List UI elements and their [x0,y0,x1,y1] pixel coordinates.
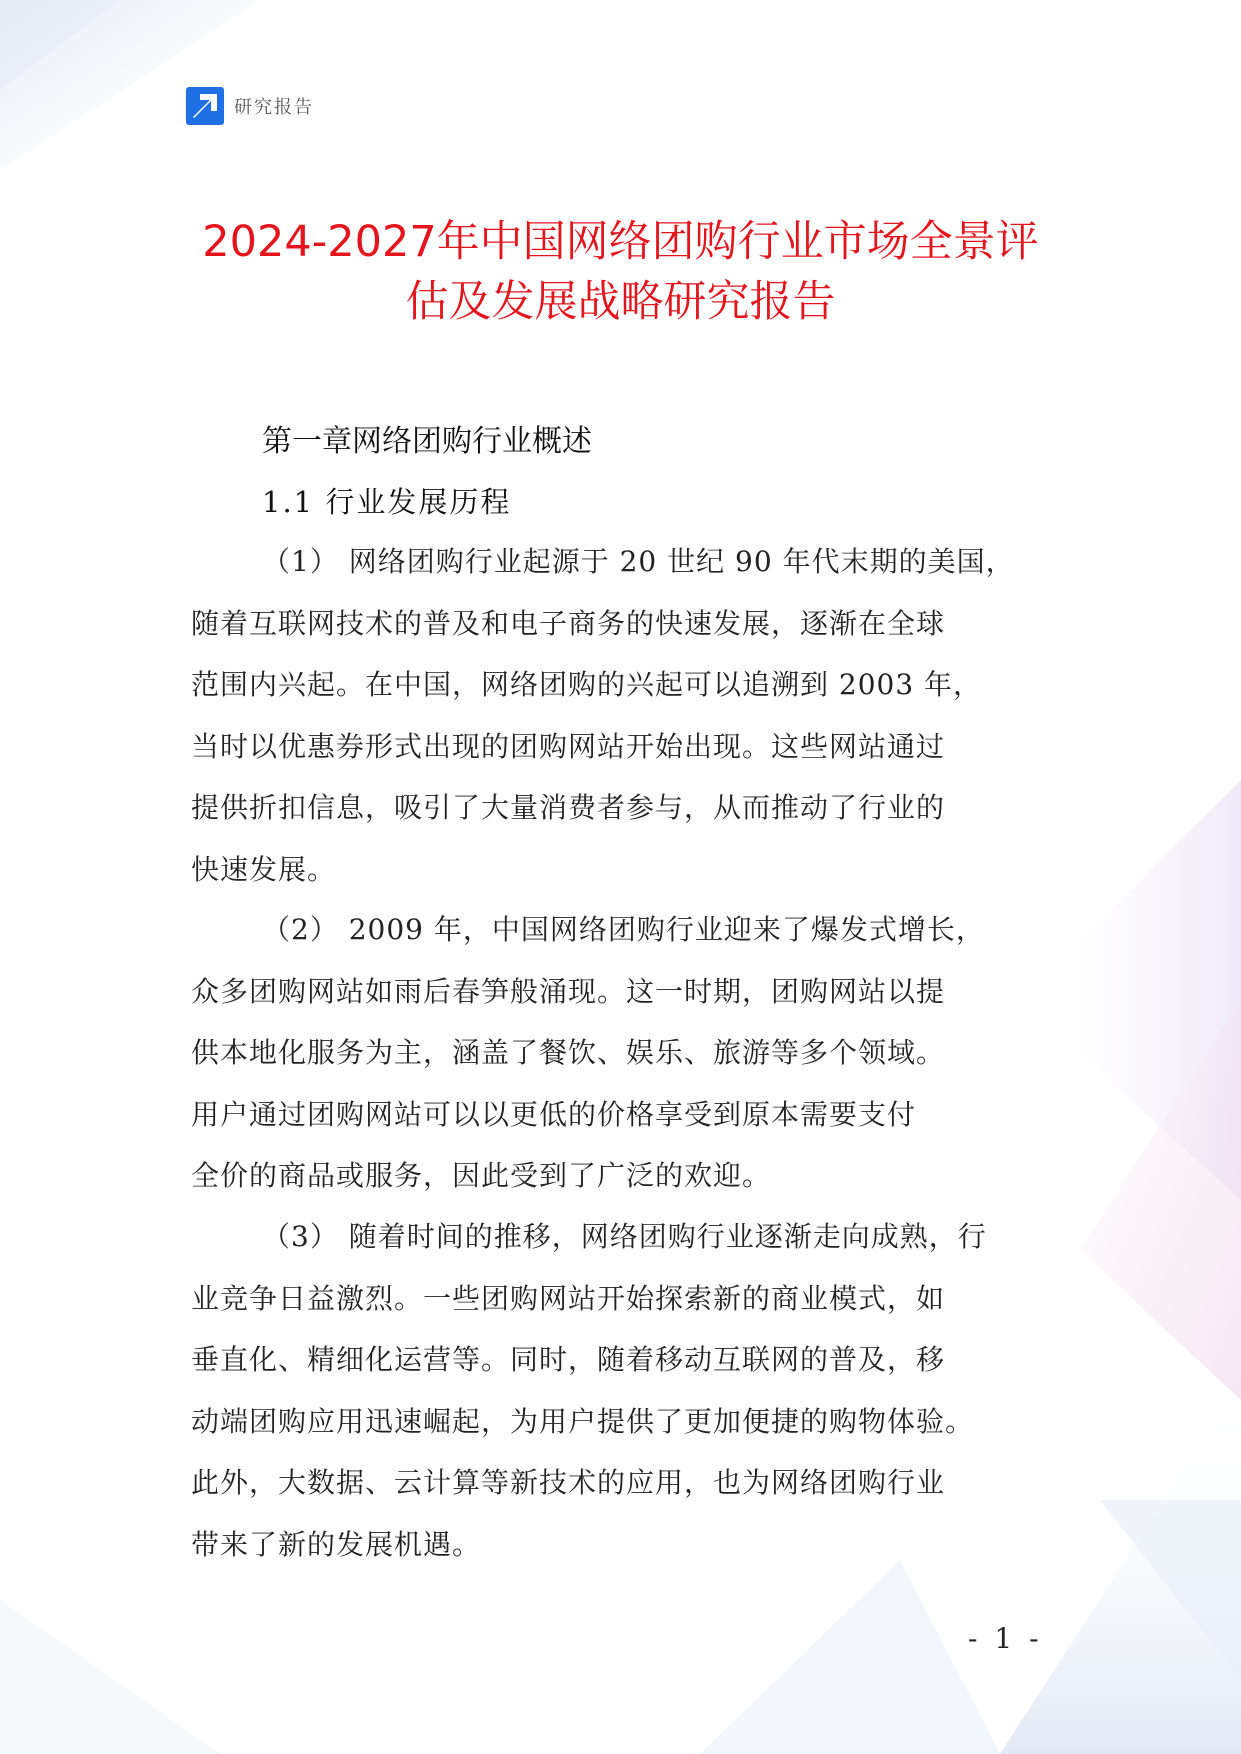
paragraph-line: 范围内兴起。在中国，网络团购的兴起可以追溯到 2003 年， [191,668,983,701]
paragraph-line: 当时以优惠券形式出现的团购网站开始出现。这些网站通过 [191,729,946,763]
page-number: - 1 - [968,1622,1043,1655]
paragraph-line: 动端团购应用迅速崛起，为用户提供了更加便捷的购物体验。 [191,1404,975,1438]
report-header [186,86,314,126]
paragraph-line: 供本地化服务为主，涵盖了餐饮、娱乐、旅游等多个领域。 [191,1036,946,1069]
paragraph-line: 提供折扣信息，吸引了大量消费者参与，从而推动了行业的 [191,791,946,824]
paragraph-line: 带来了新的发展机遇。 [191,1527,482,1561]
paragraph-line: 众多团购网站如雨后春笋般涌现。这一时期，团购网站以提 [191,974,946,1008]
section-heading: 1.1 行业发展历程 [262,485,512,519]
paragraph-line: （1） 网络团购行业起源于 20 世纪 90 年代末期的美国， [262,545,1015,578]
report-title-line-2: 估及发展战略研究报告 [405,277,836,327]
paragraph-line: 用户通过团购网站可以以更低的价格享受到原本需要支付 [191,1097,917,1131]
body-paragraph-2 [191,899,985,1207]
chapter-heading: 第一章网络团购行业概述 [262,424,592,459]
paragraph-line: （2） 2009 年，中国网络团购行业迎来了爆发式增长， [262,913,985,946]
report-title [150,212,1091,332]
paragraph-line: 随着互联网技术的普及和电子商务的快速发展，逐渐在全球 [191,606,946,640]
paragraph-line: 快速发展。 [191,852,337,886]
report-title-line-1: 2024-2027年中国网络团购行业市场全景评 [202,217,1039,267]
paragraph-line: 此外，大数据、云计算等新技术的应用，也为网络团购行业 [191,1466,946,1499]
paragraph-line: 业竞争日益激烈。一些团购网站开始探索新的商业模式，如 [191,1281,946,1315]
body-paragraph-1 [191,531,1015,900]
header-label: 研究报告 [234,97,314,118]
body-paragraph-3 [191,1206,987,1575]
arrow-up-right-icon [186,87,224,125]
paragraph-line: （3） 随着时间的推移，网络团购行业逐渐走向成熟，行 [262,1220,987,1253]
paragraph-line: 垂直化、精细化运营等。同时，随着移动互联网的普及，移 [191,1343,946,1376]
paragraph-line: 全价的商品或服务，因此受到了广泛的欢迎。 [191,1159,772,1192]
